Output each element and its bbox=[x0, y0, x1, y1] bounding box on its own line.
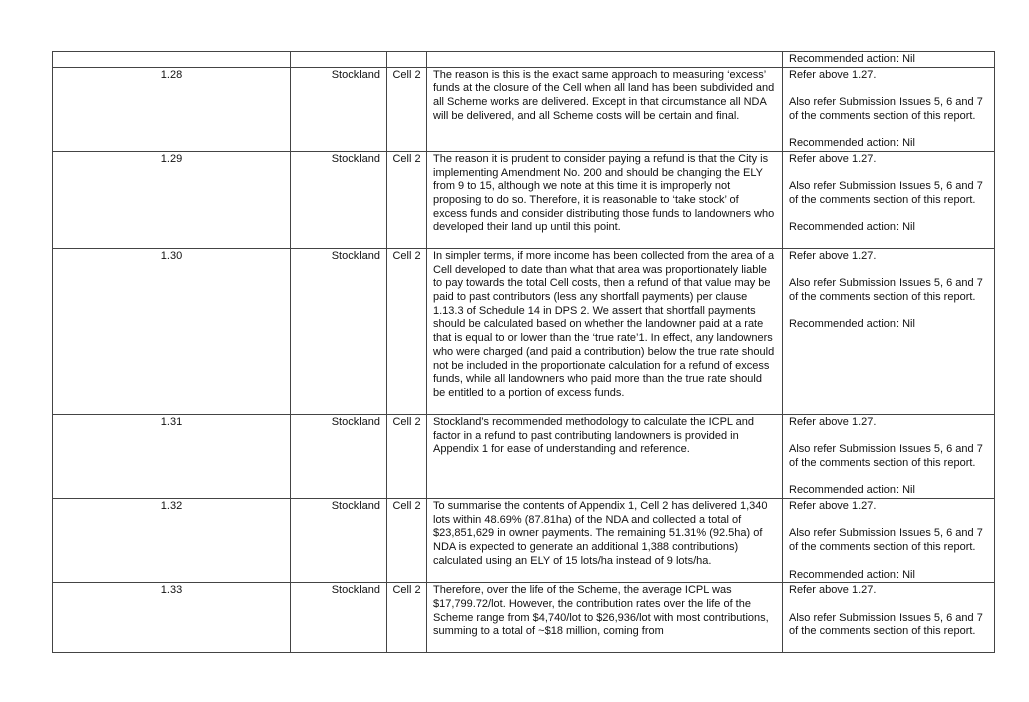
response-cell bbox=[783, 248, 995, 414]
issue-text: The reason it is prudent to consider paying a refund is that the City is implementing Amendment No. 200 and should be changing the ELY from 9 to 15, although we note at this time it is improperly not proposing to do so. Therefore, it is reasonable to ‘take stock’ of excess funds and consider distributing those funds to landowners who developed their land up until this point. bbox=[427, 151, 783, 248]
also-refer-text: Also refer Submission Issues 5, 6 and 7 of the comments section of this report. bbox=[789, 611, 983, 638]
refer-text: Refer above 1.27. bbox=[789, 68, 877, 81]
submission-number: 1.31 bbox=[53, 414, 291, 498]
response-cell bbox=[783, 414, 995, 498]
cell-cell bbox=[387, 52, 427, 68]
issue-text: In simpler terms, if more income has been collected from the area of a Cell developed to date than what that area was proportionately liable to pay towards the total Cell costs, then a refund of that value may be paid to past contributors (less any shortfall payments) per clause 1.13.3 of Schedule 14 in DPS 2. We assert that shortfall payments should be calculated based on whether the landowner paid at a rate that is equal to or lower than the ‘true rate’1. In effect, any landowners who were charged (and paid a contribution) below the true rate should not be included in the proportionate calculation for a refund of excess funds, while all landowners who paid more than the true rate should be entitled to a portion of excess funds. bbox=[427, 248, 783, 414]
table-row bbox=[53, 67, 995, 151]
also-refer-text: Also refer Submission Issues 5, 6 and 7 of the comments section of this report. bbox=[789, 277, 983, 303]
cell-label: Cell 2 bbox=[387, 248, 427, 414]
recommended-action: Recommended action: Nil bbox=[789, 137, 915, 150]
cell-response bbox=[783, 52, 995, 68]
table-row bbox=[53, 583, 995, 653]
refer-text: Refer above 1.27. bbox=[789, 152, 877, 165]
refer-text: Refer above 1.27. bbox=[789, 500, 877, 513]
response-cell bbox=[783, 583, 995, 653]
submitter-name: Stockland bbox=[291, 248, 387, 414]
also-refer-text: Also refer Submission Issues 5, 6 and 7 of the comments section of this report. bbox=[789, 443, 983, 469]
recommended-action: Recommended action: Nil bbox=[789, 221, 915, 234]
cell-issue bbox=[427, 52, 783, 68]
submission-number: 1.28 bbox=[53, 67, 291, 151]
also-refer-text: Also refer Submission Issues 5, 6 and 7 of the comments section of this report. bbox=[789, 180, 983, 206]
cell-submitter bbox=[291, 52, 387, 68]
cell-no bbox=[53, 52, 291, 68]
recommended-action: Recommended action: Nil bbox=[789, 318, 915, 331]
submission-number: 1.30 bbox=[53, 248, 291, 414]
refer-text: Refer above 1.27. bbox=[789, 249, 877, 262]
submitter-name: Stockland bbox=[291, 151, 387, 248]
cell-label: Cell 2 bbox=[387, 67, 427, 151]
response-cell bbox=[783, 151, 995, 248]
refer-text: Refer above 1.27. bbox=[789, 415, 877, 428]
refer-text: Refer above 1.27. bbox=[789, 584, 877, 597]
table-row bbox=[53, 499, 995, 583]
issue-text: Therefore, over the life of the Scheme, the average ICPL was $17,799.72/lot. However, the contribution rates over the life of the Scheme range from $4,740/lot to $26,936/lot with most contributions, summing to a total of ~$18 million, coming from bbox=[427, 583, 783, 653]
response-cell bbox=[783, 67, 995, 151]
cell-label: Cell 2 bbox=[387, 583, 427, 653]
issue-text: To summarise the contents of Appendix 1, Cell 2 has delivered 1,340 lots within 48.69% (87.81ha) of the NDA and collected a total of $23,851,629 in owner payments. The remaining 51.31% (92.5ha) of NDA is expected to generate an additional 1,388 contributions) calculated using an ELY of 15 lots/ha instead of 9 lots/ha. bbox=[427, 499, 783, 583]
recommended-action: Recommended action: Nil bbox=[789, 53, 915, 65]
table-row bbox=[53, 52, 995, 68]
submitter-name: Stockland bbox=[291, 499, 387, 583]
cell-label: Cell 2 bbox=[387, 499, 427, 583]
submitter-name: Stockland bbox=[291, 67, 387, 151]
submission-number: 1.33 bbox=[53, 583, 291, 653]
also-refer-text: Also refer Submission Issues 5, 6 and 7 of the comments section of this report. bbox=[789, 96, 983, 122]
cell-label: Cell 2 bbox=[387, 151, 427, 248]
table-row bbox=[53, 248, 995, 414]
submission-number: 1.32 bbox=[53, 499, 291, 583]
table-row bbox=[53, 151, 995, 248]
submitter-name: Stockland bbox=[291, 414, 387, 498]
submitter-name: Stockland bbox=[291, 583, 387, 653]
recommended-action: Recommended action: Nil bbox=[789, 484, 915, 497]
response-cell bbox=[783, 499, 995, 583]
table-row bbox=[53, 414, 995, 498]
issue-text: Stockland’s recommended methodology to calculate the ICPL and factor in a refund to past contributing landowners is provided in Appendix 1 for ease of understanding and reference. bbox=[427, 414, 783, 498]
submission-number: 1.29 bbox=[53, 151, 291, 248]
issue-text: The reason is this is the exact same approach to measuring ‘excess’ funds at the closure of the Cell when all land has been subdivided and all Scheme works are delivered. Except in that circumstance all NDA will be delivered, and all Scheme costs will be certain and final. bbox=[427, 67, 783, 151]
submissions-table bbox=[52, 51, 995, 653]
also-refer-text: Also refer Submission Issues 5, 6 and 7 of the comments section of this report. bbox=[789, 527, 983, 554]
cell-label: Cell 2 bbox=[387, 414, 427, 498]
recommended-action: Recommended action: Nil bbox=[789, 568, 915, 581]
